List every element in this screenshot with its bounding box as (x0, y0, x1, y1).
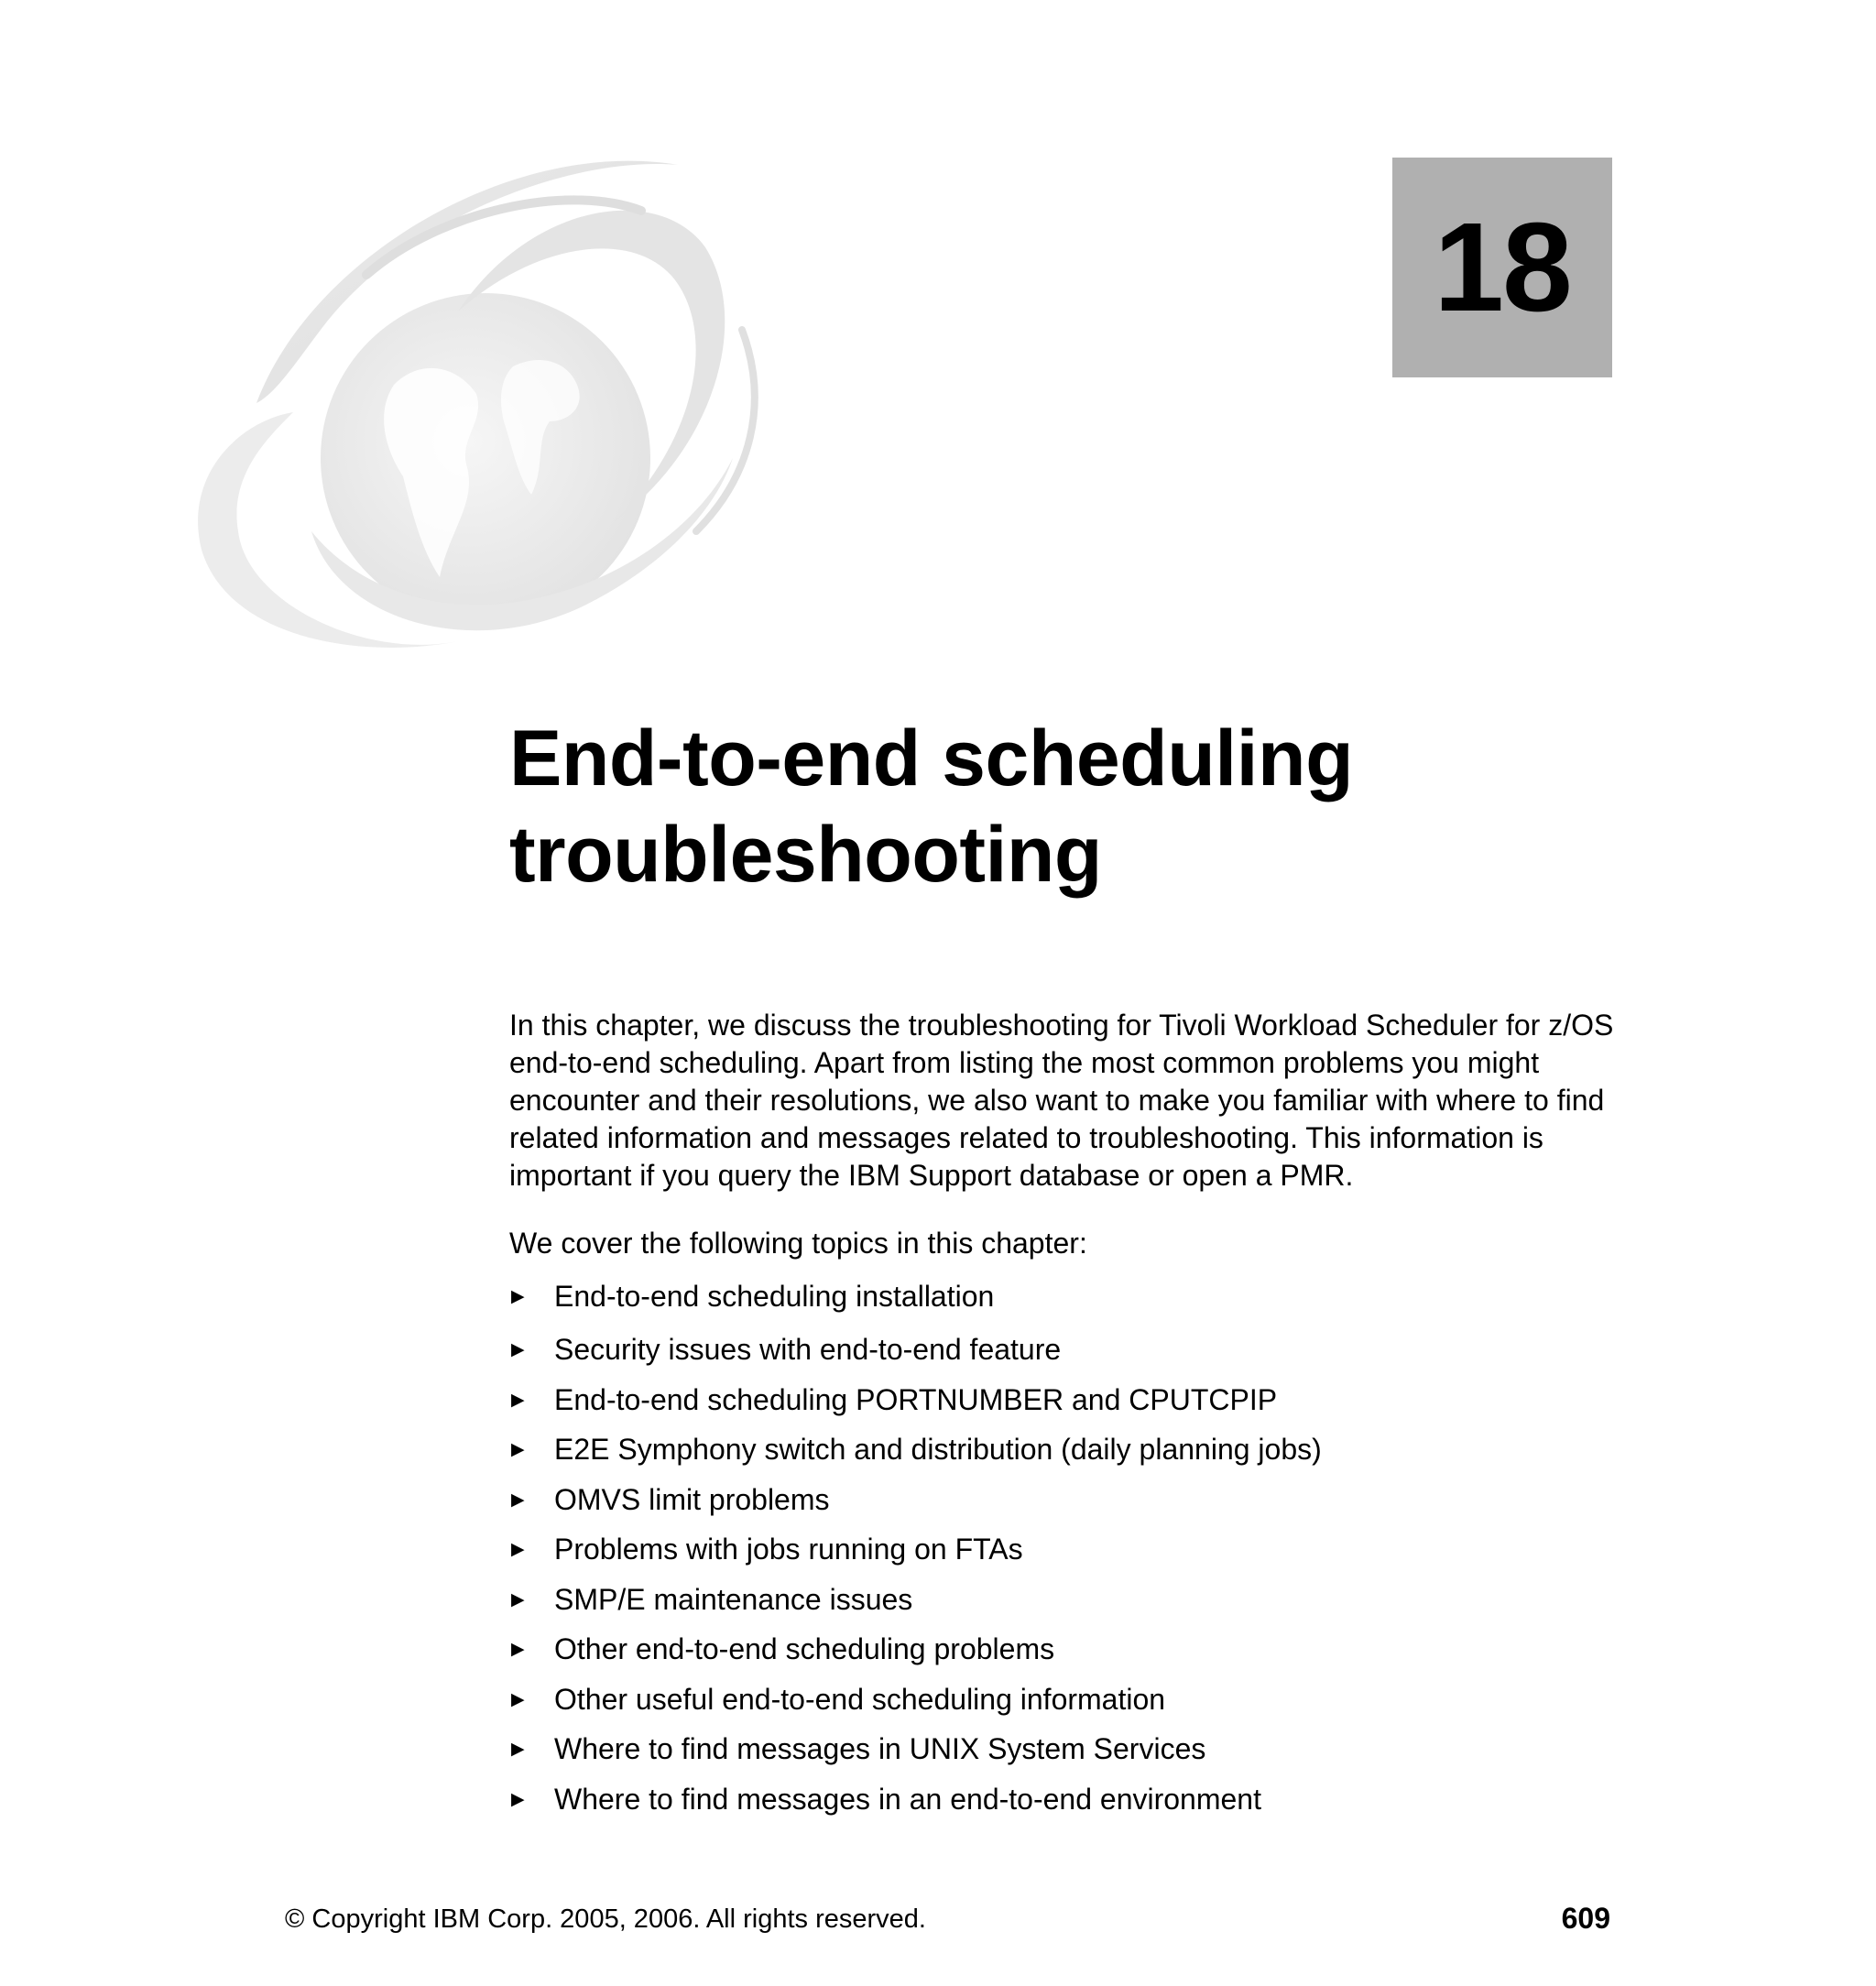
bullet-icon: ▶ (511, 1640, 525, 1659)
topic-text: Security issues with end-to-end feature (554, 1333, 1062, 1366)
topic-text: OMVS limit problems (554, 1482, 830, 1516)
bullet-icon: ▶ (511, 1340, 525, 1359)
topic-text: E2E Symphony switch and distribution (daily planning jobs) (554, 1433, 1322, 1466)
topics-lead: We cover the following topics in this chapter: (509, 1227, 1087, 1260)
chapter-title-line-2: troubleshooting (509, 811, 1102, 899)
list-item (509, 1531, 1618, 1581)
bullet-icon: ▶ (511, 1689, 525, 1709)
list-item (509, 1431, 1618, 1481)
bullet-icon: ▶ (511, 1740, 525, 1759)
chapter-body (509, 1007, 1618, 1830)
list-item (509, 1781, 1618, 1831)
topic-text: SMP/E maintenance issues (554, 1582, 913, 1616)
list-item (509, 1730, 1618, 1781)
topic-text: End-to-end scheduling PORTNUMBER and CPUTCPIP (554, 1382, 1278, 1416)
list-item (509, 1681, 1618, 1731)
intro-paragraph: In this chapter, we discuss the troubleshooting for Tivoli Workload Scheduler for z/OS end-to-end scheduling. Apart from listing the most common problems you might encounter and their resolutions, we also want to make you familiar with where to find related information and messages related to troubleshooting. This information is important if you query the IBM Support database or open a PMR. (509, 1009, 1614, 1192)
bullet-icon: ▶ (511, 1540, 525, 1559)
chapter-title (509, 711, 1353, 903)
bullet-icon: ▶ (511, 1287, 525, 1306)
footer-copyright: © Copyright IBM Corp. 2005, 2006. All rights reserved. (285, 1904, 926, 1934)
list-item (509, 1381, 1618, 1432)
bullet-icon: ▶ (511, 1589, 525, 1610)
chapter-number: 18 (1434, 197, 1571, 338)
topic-text: End-to-end scheduling installation (554, 1280, 995, 1313)
bullet-icon: ▶ (511, 1490, 525, 1510)
topic-text: Other end-to-end scheduling problems (554, 1632, 1055, 1665)
topics-list (509, 1278, 1618, 1830)
list-item (509, 1278, 1618, 1331)
globe-swirl-icon (183, 147, 843, 678)
topic-text: Where to find messages in UNIX System Services (554, 1732, 1206, 1765)
topic-text: Other useful end-to-end scheduling information (554, 1682, 1166, 1716)
page-number: 609 (1561, 1902, 1610, 1935)
list-item (509, 1581, 1618, 1631)
topic-text: Where to find messages in an end-to-end environment (554, 1782, 1261, 1816)
chapter-title-line-1: End-to-end scheduling (509, 715, 1354, 802)
list-item (509, 1331, 1618, 1381)
chapter-number-box (1392, 158, 1612, 377)
list-item (509, 1631, 1618, 1681)
bullet-icon: ▶ (511, 1390, 525, 1410)
topic-text: Problems with jobs running on FTAs (554, 1533, 1023, 1566)
list-item (509, 1481, 1618, 1532)
bullet-icon: ▶ (511, 1789, 525, 1809)
bullet-icon: ▶ (511, 1440, 525, 1459)
